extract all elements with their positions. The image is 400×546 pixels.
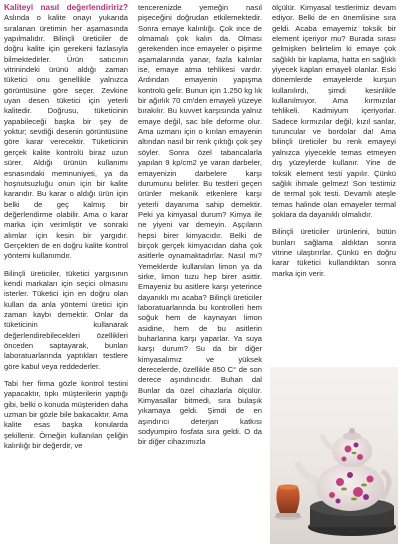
paragraph: Bilinçli üreticiler ürünlerini, bütün bunları sağlama aldıktan sonra vitrine ulaştırırlar. Çünkü en doğru karar tüketici kullandıktan sonra marka için verir. — [272, 227, 396, 278]
paragraph: Aslında o kalite onayı yukarıda sıralanan üretimin her aşamasında yapılmalıdır. Bilinçli üreticiler de doğru kalite için gerekeni fazlasıyla bilmektedirler. Ürün satıcının vitrinindeki ürünü aldığı zaman tüketici onu genellikle yalnızca görüntüsüne göre seçer. Zevkine uyan desen tüketici için yeterli kalitedir. Doğrusu, tüketicinin yapabileceği başka bir şey de yoktur; sevdiği desenin görüntüsüne göre karar verecektir. Tüketicinin gerçek kalite kontrolü biraz uzun sürer. Aldığı ürünün kullanımı esnasındaki memnuniyeti, ya da hoşnutsuzluğu onun için bir kalite kararıdır. Bu karar o aldığı ürün için belki de geç kalmış bir değerlendirme olabilir. Ama o karar marka için verimliştir ve sonraki alımlar için kesin bir yargıdır. Gerçekten de en doğru kalite kontrol yöntemi kullanımdır. — [4, 13, 128, 261]
article-column-1 — [4, 3, 128, 451]
floral-teapot-with-tea-glass-icon — [270, 367, 398, 544]
teapot-photo — [270, 367, 398, 544]
section-title: Kaliteyi nasıl değerlendiririz? — [4, 3, 128, 12]
paragraph: Tabi her firma gözle kontrol testini yapacaktır, tıpkı müşterilerin yaptığı gibi, belki o konuda müşteriden daha uzman bir gözle bile bakacaktır. Ama kalite esas başka konularda şekillenir. Örneğin kullanılan çeliğin kalınlığı bir değerdir, ve — [4, 379, 128, 451]
article-column-3 — [272, 3, 396, 279]
article-column-2 — [138, 3, 262, 448]
paragraph: Bilinçli üreticiler, tüketici yargısının kendi markaları için seçici olmasını isterler. Tüketici için en doğru olan kullan da anla yöntemi üretici için zaman kaybı demektir. Onlar da tüketicinin kullanarak değerlendirebilecekleri özellikleri önceden saptayarak, bunları laboratuarlarında yaptıkları testlere göre kabul veya reddederler. — [4, 268, 128, 371]
paragraph: tencerenizde yemeğin nasıl pişeceğini doğrudan etkilemektedir. Sonra emaye kalınlığı. Çok ince de olmamalı çok kalın da. Olması gerekenden ince emayeler o pişirme aşamalarında yanar, fazla kalınlar ise, emaye atma tehlikesi vardır. Ardından emayenin yapışma kontrolü gelir. Bunun için 1.250 kg lık bir ağırlık 70 cm'den emayeli yüzeye bırakılır. Bu kuvvet karşısında yalnız emaye değil, sac bile deforme olur. Ama uzmanı için o kırılan emayenin altından nasıl bir renk çıktığı çok şey söyler. Sonra özel tabancalarla yapılan 9 kp/cm2 ye varan darbeler, emayenizin darbelere karşı durumunu belirler. Bu testleri geçen ürünler mekanik etkenlere karşı yeterli dayanıma sahip demektir. Peki ya kimyasal durum? Kimya ile ne yiyeni var demeyin. Aşçıların hepsi birer kimyacıdır. Belki de birçok gerçek kimyacıdan daha çok asitlerle oynamaktadırlar. Nasıl mı? Yemeklerde kullanılan limon ya da sirke, limon tuzu hep birer asittir. Emayeniz bu asitlere karşı yeterince dayanıklı mı acaba? Bilinçli üreticiler laboratuarlarında bu kontrolleri hem soğuk hem de kaynayan limon asidine, hem de bu asitlerin buharlarına karşı yaparlar. Ya suya karşı durum? Su da bir diğer kimyasalımız ve yüksek derecelerde, özellikle 850 C° de son derece aşındırıcıdır. Buhan dal Bunlar da özel cihazlarla ölçülür. Kimyasallar bitmedi, sıra bulaşık yıkamaya geldi. Şimdi de en aşındırıcı deterjan katkısı sodyumpiro fosfata sıra geldi. O da bir diğer cihazımızla — [138, 3, 262, 447]
paragraph: ölçülür. Kimyasal testlerimiz devam ediyor. Belki de en önemlisine sıra geldi. Acaba emayemiz toksik bir element içeriyor mu? Burada sırası gelmişken belirtelim ki emaye çok sağlıklı bir kaplama, hatta en sağlıklı yiyecek kapları emayeli olanlar. Eski dönemlerde emayelerde kurşun kullanılırdı, şimdi kesinlikle kullanılmıyor. Ama kırmızılar tehlikeli. Kadmiyum içeriyorlar. Sadece kırmızılar değil, kızıl sarılar, turuncular ve bordolar da! Ama bilinçli üreticiler bu renk emayeyi yalnızca yiyecekle temas etmeyen dış yüzeylerde kullanır. Yine de toksik element testi yapılır. Çünkü sağlık ihmale gelmez! Son testimiz de termal şok testi. Devamlı ateşle temas halinde olan emayeler termal şoklara da dayanıklı olmalıdır. — [272, 3, 396, 219]
